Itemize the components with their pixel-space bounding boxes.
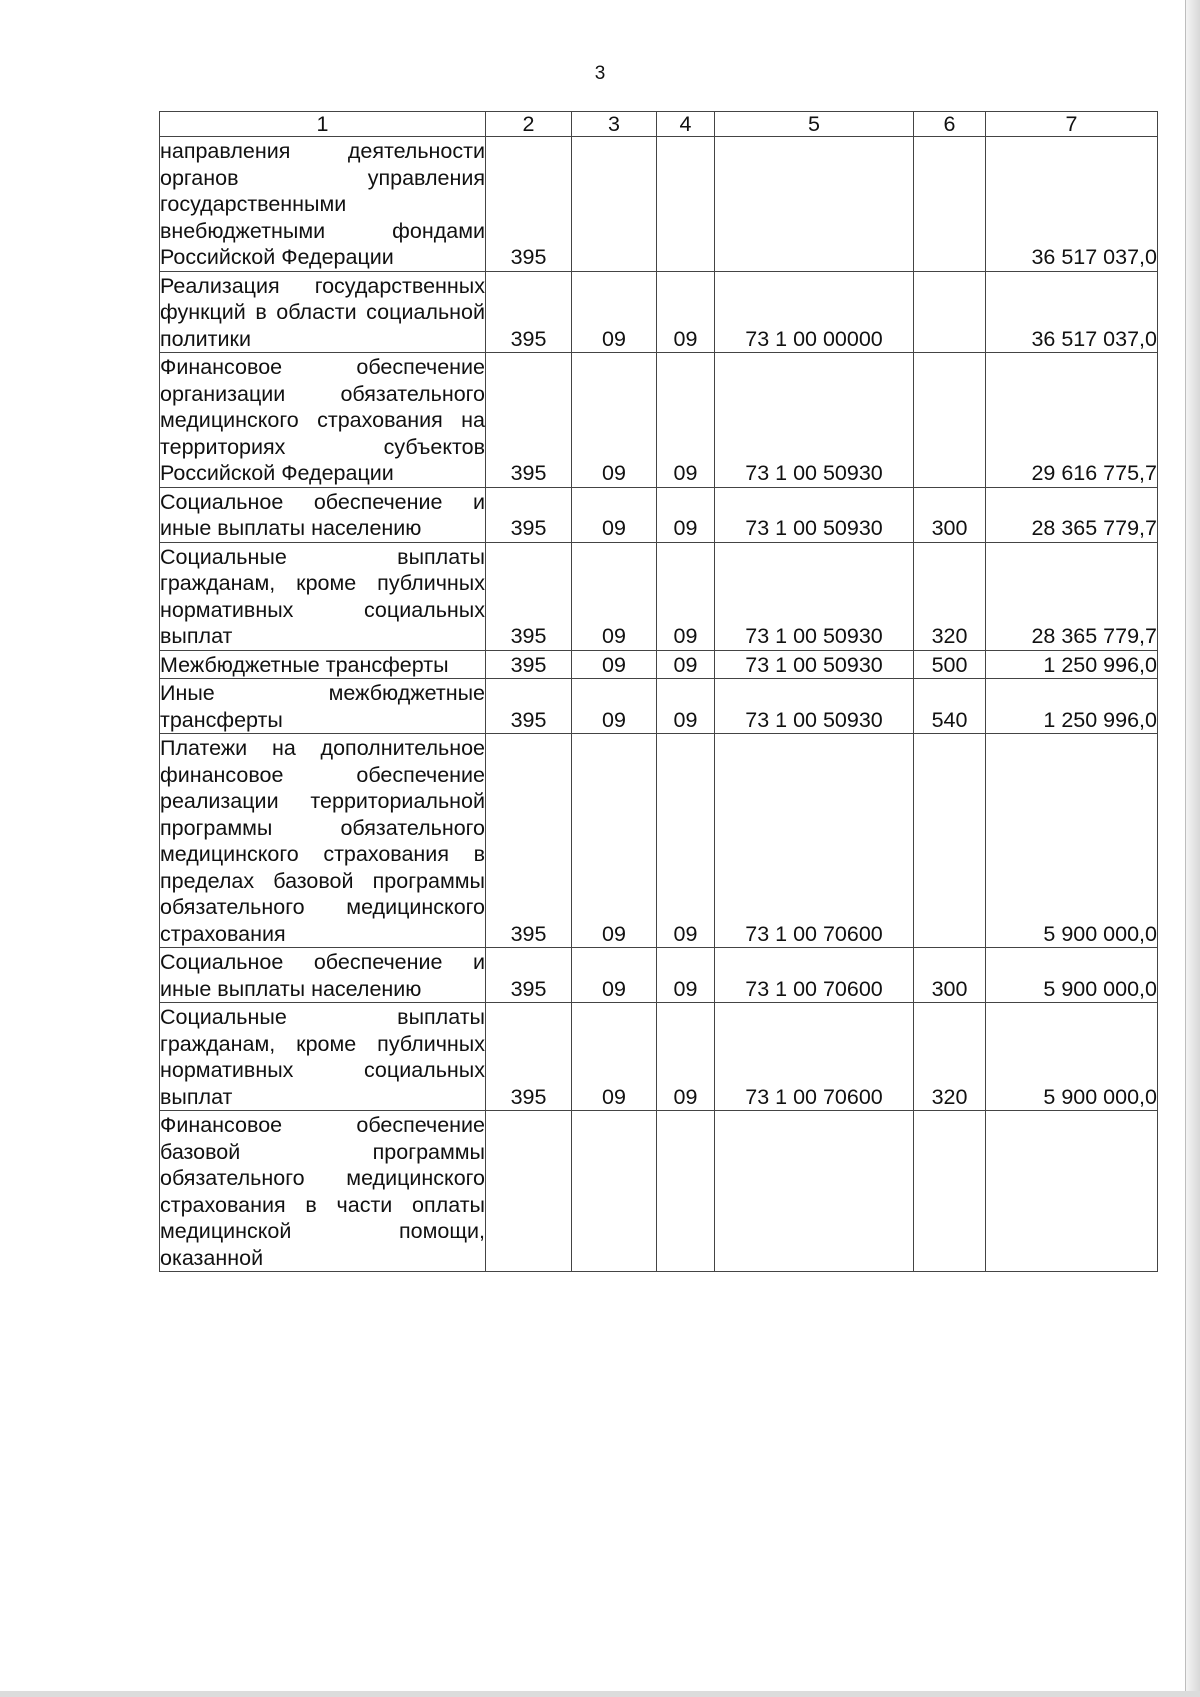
section-cell [572, 1111, 657, 1272]
target-article-cell: 73 1 00 50930 [715, 650, 914, 679]
expense-type-cell: 320 [914, 542, 986, 650]
target-article-cell: 73 1 00 50930 [715, 353, 914, 488]
expense-type-cell: 300 [914, 948, 986, 1003]
subsection-cell: 09 [657, 353, 715, 488]
table-row [160, 650, 1158, 679]
column-header: 7 [986, 112, 1158, 137]
amount-cell [986, 1111, 1158, 1272]
section-cell: 09 [572, 487, 657, 542]
section-cell: 09 [572, 542, 657, 650]
expense-type-cell: 500 [914, 650, 986, 679]
amount-cell: 1 250 996,0 [986, 650, 1158, 679]
table-row [160, 542, 1158, 650]
admin-code-cell: 395 [486, 353, 572, 488]
amount-cell: 5 900 000,0 [986, 1003, 1158, 1111]
expense-type-cell: 300 [914, 487, 986, 542]
column-header: 2 [486, 112, 572, 137]
column-header: 5 [715, 112, 914, 137]
section-cell: 09 [572, 1003, 657, 1111]
item-name-cell: Социальное обеспечение и иные выплаты населению [160, 948, 486, 1003]
section-cell: 09 [572, 734, 657, 948]
expense-type-cell [914, 353, 986, 488]
subsection-cell: 09 [657, 1003, 715, 1111]
admin-code-cell: 395 [486, 137, 572, 272]
expense-type-cell: 320 [914, 1003, 986, 1111]
amount-cell: 5 900 000,0 [986, 948, 1158, 1003]
column-header: 3 [572, 112, 657, 137]
admin-code-cell: 395 [486, 1003, 572, 1111]
section-cell: 09 [572, 650, 657, 679]
amount-cell: 29 616 775,7 [986, 353, 1158, 488]
page-bottom-edge [0, 1691, 1200, 1697]
item-name-cell: Финансовое обеспечение базовой программы обязательного медицинского страхования в части оплаты медицинской помощи, оказанной [160, 1111, 486, 1272]
subsection-cell [657, 137, 715, 272]
subsection-cell: 09 [657, 948, 715, 1003]
section-cell: 09 [572, 353, 657, 488]
item-name-cell: направления деятельности органов управления государственными внебюджетными фондами Российской Федерации [160, 137, 486, 272]
budget-table [159, 111, 1158, 1272]
expense-type-cell [914, 1111, 986, 1272]
admin-code-cell [486, 1111, 572, 1272]
item-name-cell: Реализация государственных функций в области социальной политики [160, 271, 486, 353]
page-edge-shadow [1185, 0, 1200, 1697]
subsection-cell: 09 [657, 487, 715, 542]
section-cell: 09 [572, 679, 657, 734]
table-row [160, 271, 1158, 353]
table-row [160, 948, 1158, 1003]
target-article-cell [715, 1111, 914, 1272]
admin-code-cell: 395 [486, 542, 572, 650]
subsection-cell: 09 [657, 679, 715, 734]
table-row [160, 679, 1158, 734]
item-name-cell: Иные межбюджетные трансферты [160, 679, 486, 734]
table-row [160, 734, 1158, 948]
admin-code-cell: 395 [486, 679, 572, 734]
admin-code-cell: 395 [486, 650, 572, 679]
item-name-cell: Социальные выплаты гражданам, кроме публичных нормативных социальных выплат [160, 1003, 486, 1111]
admin-code-cell: 395 [486, 271, 572, 353]
page-number: 3 [594, 63, 606, 84]
table-header-row [160, 112, 1158, 137]
table-row [160, 353, 1158, 488]
admin-code-cell: 395 [486, 948, 572, 1003]
subsection-cell: 09 [657, 542, 715, 650]
expense-type-cell [914, 137, 986, 272]
section-cell: 09 [572, 948, 657, 1003]
column-header: 6 [914, 112, 986, 137]
table-row [160, 137, 1158, 272]
amount-cell: 36 517 037,0 [986, 137, 1158, 272]
target-article-cell: 73 1 00 50930 [715, 487, 914, 542]
target-article-cell: 73 1 00 70600 [715, 948, 914, 1003]
table-row [160, 1111, 1158, 1272]
item-name-cell: Платежи на дополнительное финансовое обеспечение реализации территориальной программы обязательного медицинского страхования в пределах базовой программы обязательного медицинского страхования [160, 734, 486, 948]
item-name-cell: Межбюджетные трансферты [160, 650, 486, 679]
column-header: 1 [160, 112, 486, 137]
target-article-cell: 73 1 00 50930 [715, 679, 914, 734]
amount-cell: 28 365 779,7 [986, 487, 1158, 542]
target-article-cell: 73 1 00 70600 [715, 734, 914, 948]
target-article-cell: 73 1 00 00000 [715, 271, 914, 353]
section-cell [572, 137, 657, 272]
amount-cell: 28 365 779,7 [986, 542, 1158, 650]
table-row [160, 487, 1158, 542]
item-name-cell: Финансовое обеспечение организации обязательного медицинского страхования на территориях субъектов Российской Федерации [160, 353, 486, 488]
item-name-cell: Социальное обеспечение и иные выплаты населению [160, 487, 486, 542]
admin-code-cell: 395 [486, 734, 572, 948]
section-cell: 09 [572, 271, 657, 353]
column-header: 4 [657, 112, 715, 137]
amount-cell: 1 250 996,0 [986, 679, 1158, 734]
subsection-cell: 09 [657, 271, 715, 353]
subsection-cell: 09 [657, 650, 715, 679]
expense-type-cell [914, 734, 986, 948]
amount-cell: 5 900 000,0 [986, 734, 1158, 948]
target-article-cell: 73 1 00 50930 [715, 542, 914, 650]
subsection-cell: 09 [657, 734, 715, 948]
admin-code-cell: 395 [486, 487, 572, 542]
expense-type-cell: 540 [914, 679, 986, 734]
table-row [160, 1003, 1158, 1111]
target-article-cell [715, 137, 914, 272]
target-article-cell: 73 1 00 70600 [715, 1003, 914, 1111]
amount-cell: 36 517 037,0 [986, 271, 1158, 353]
subsection-cell [657, 1111, 715, 1272]
expense-type-cell [914, 271, 986, 353]
item-name-cell: Социальные выплаты гражданам, кроме публичных нормативных социальных выплат [160, 542, 486, 650]
